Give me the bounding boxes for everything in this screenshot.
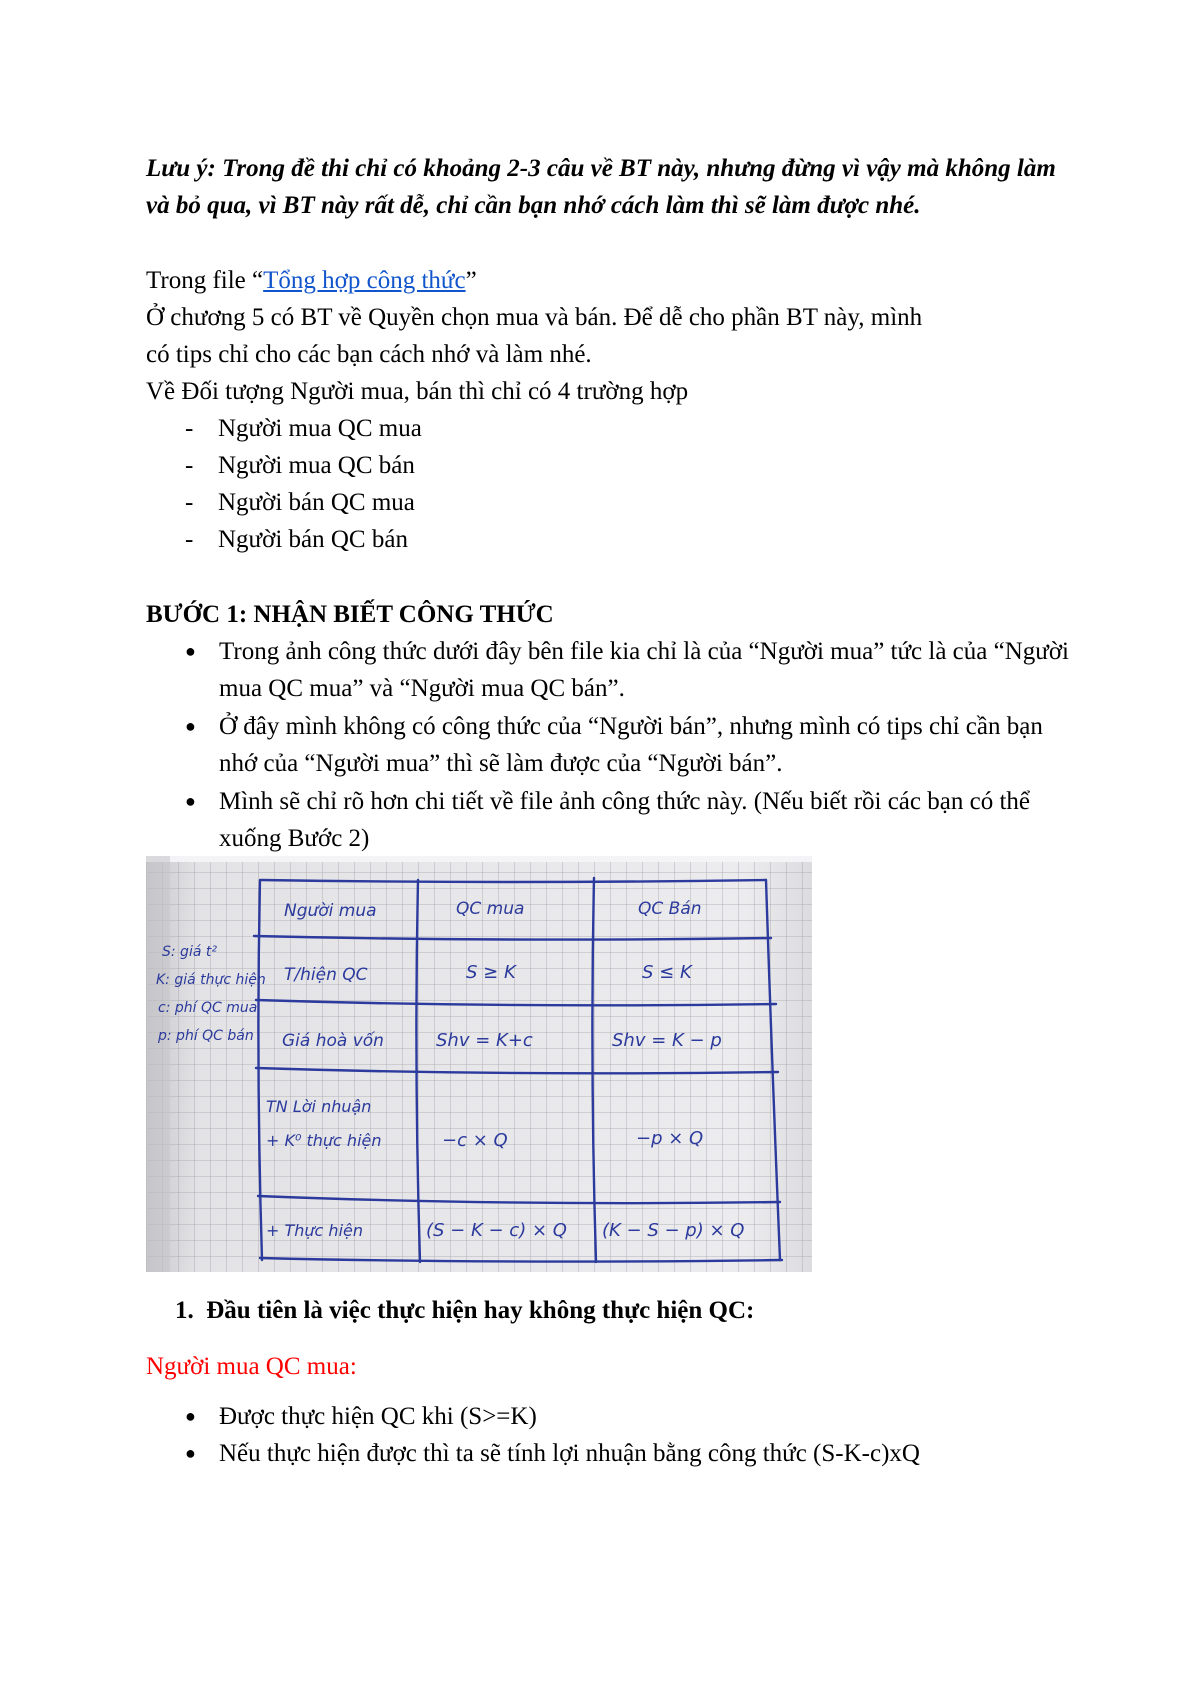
intro-line-1: Ở chương 5 có BT về Quyền chọn mua và bán. Để dễ cho phần BT này, mình xyxy=(146,304,923,331)
photo-cell: + Thực hiện xyxy=(266,1221,363,1240)
heading-text: Đầu tiên là việc thực hiện hay không thực hiện QC: xyxy=(206,1297,755,1324)
list-item: - Người bán QC mua xyxy=(185,484,415,521)
list-item: ● Nếu thực hiện được thì ta sẽ tính lợi nhuận bằng công thức (S-K-c)xQ xyxy=(185,1435,1075,1472)
bullet-marker: ● xyxy=(185,716,196,736)
photo-cell: S ≥ K xyxy=(466,962,516,983)
photo-header-buyer: Người mua xyxy=(284,901,377,921)
note-paragraph: Lưu ý: Trong đề thi chỉ có khoảng 2-3 câu về BT này, nhưng đừng vì vậy mà không làm và bỏ qua, vì BT này rất dễ, chỉ cần bạn nhớ cách làm thì sẽ làm được nhé. xyxy=(146,155,1056,219)
photo-cell: TN Lời nhuận xyxy=(266,1097,372,1116)
cases-intro: Về Đối tượng Người mua, bán thì chỉ có 4 trường hợp xyxy=(146,378,689,405)
side-note: K: giá thực hiện xyxy=(156,972,266,988)
photo-cell: T/hiện QC xyxy=(284,965,368,985)
intro-line-2: có tips chỉ cho các bạn cách nhớ và làm nhé. xyxy=(146,341,592,368)
photo-cell: Giá hoà vốn xyxy=(282,1031,384,1051)
file-reference-line xyxy=(146,262,477,299)
list-item: ● Được thực hiện QC khi (S>=K) xyxy=(185,1398,1075,1435)
list-item: - Người bán QC bán xyxy=(185,521,408,558)
photo-cell: −p × Q xyxy=(636,1128,704,1149)
photo-cell: (S − K − c) × Q xyxy=(426,1220,567,1241)
file-prefix: Trong file “ xyxy=(146,267,264,294)
side-note: S: giá t² xyxy=(162,944,217,960)
photo-header-call: QC mua xyxy=(456,899,525,919)
bullet-marker: ● xyxy=(185,1406,196,1426)
step1-heading: BƯỚC 1: NHẬN BIẾT CÔNG THỨC xyxy=(146,601,554,628)
photo-cell: −c × Q xyxy=(442,1130,508,1151)
bullet-marker: ● xyxy=(185,791,196,811)
list-item: ● Mình sẽ chỉ rõ hơn chi tiết về file ảnh công thức này. (Nếu biết rồi các bạn có thể xuống Bước 2) xyxy=(185,783,1075,857)
photo-cell: (K − S − p) × Q xyxy=(602,1220,745,1241)
side-note: p: phí QC bán xyxy=(158,1028,254,1044)
dash-marker: - xyxy=(185,452,194,479)
dash-marker: - xyxy=(185,415,194,442)
heading-number: 1. xyxy=(175,1297,194,1324)
photo-cell: Shv = K − p xyxy=(612,1030,722,1051)
list-item: - Người mua QC mua xyxy=(185,410,422,447)
photo-header-put: QC Bán xyxy=(638,899,702,919)
bullet-marker: ● xyxy=(185,641,196,661)
formula-file-link[interactable]: Tổng hợp công thức xyxy=(263,267,466,294)
dash-marker: - xyxy=(185,489,194,516)
side-note: c: phí QC mua xyxy=(158,1000,258,1016)
formula-notebook-photo xyxy=(146,856,812,1272)
photo-cell: + K⁰ thực hiện xyxy=(266,1131,382,1150)
file-suffix: ” xyxy=(465,267,477,294)
list-item: - Người mua QC bán xyxy=(185,447,415,484)
bullet-marker: ● xyxy=(185,1443,196,1463)
list-item: ● Ở đây mình không có công thức của “Người bán”, nhưng mình có tips chỉ cần bạn nhớ của “Người mua” thì sẽ làm được của “Người bán”. xyxy=(185,708,1075,782)
buyer-call-label: Người mua QC mua: xyxy=(146,1353,357,1380)
numbered-heading xyxy=(175,1292,754,1329)
photo-cell: S ≤ K xyxy=(642,962,692,983)
photo-cell: Shv = K+c xyxy=(436,1030,533,1051)
list-item: ● Trong ảnh công thức dưới đây bên file kia chỉ là của “Người mua” tức là của “Người mua QC mua” và “Người mua QC bán”. xyxy=(185,633,1075,707)
dash-marker: - xyxy=(185,526,194,553)
